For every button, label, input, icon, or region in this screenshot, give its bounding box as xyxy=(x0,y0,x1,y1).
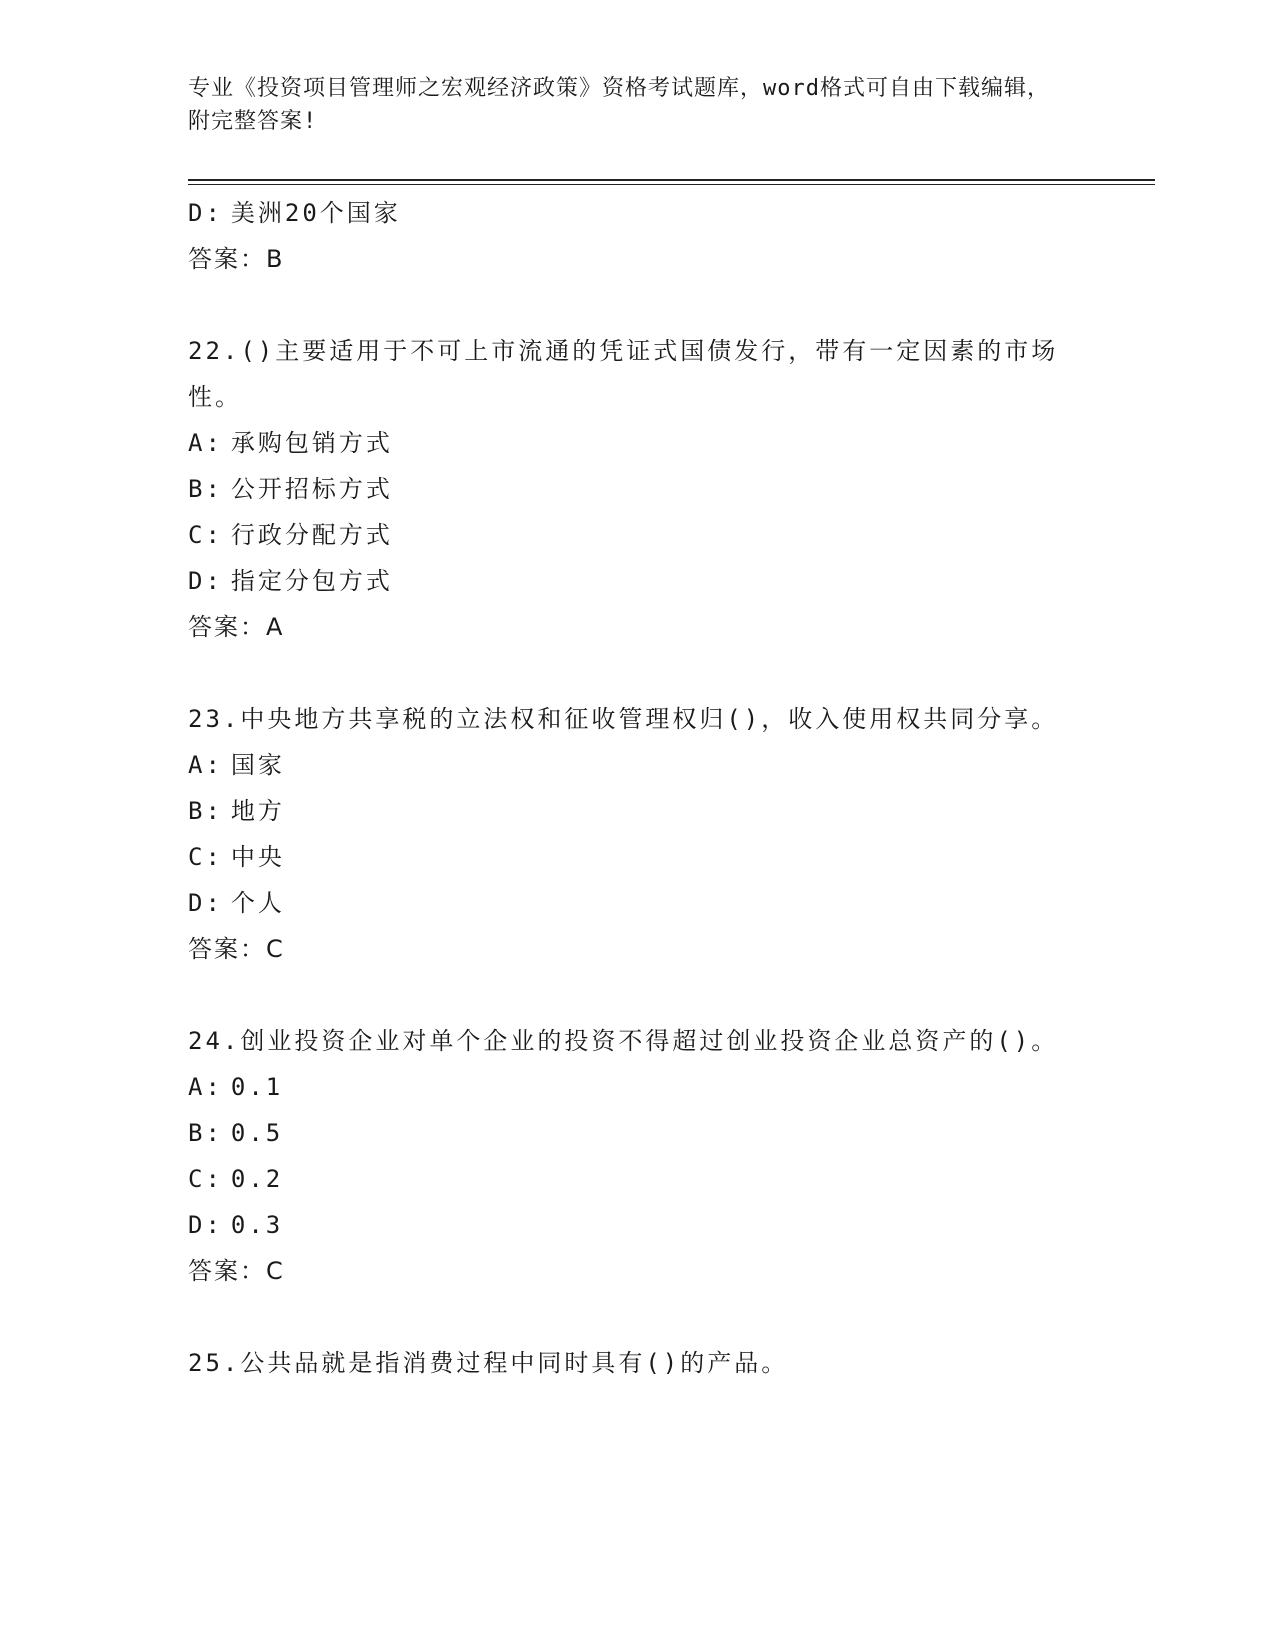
option-text: 0.5 xyxy=(230,1119,284,1147)
option-separator: : xyxy=(205,199,223,227)
option-key: B xyxy=(188,1119,206,1147)
option-separator: : xyxy=(205,521,223,549)
question-list xyxy=(188,190,1088,1386)
option-key: A xyxy=(188,1073,206,1101)
option-c xyxy=(188,1156,1088,1202)
option-text: 指定分包方式 xyxy=(230,567,393,595)
option-separator: : xyxy=(205,567,223,595)
option-key: C xyxy=(188,521,206,549)
option-key: A xyxy=(188,429,206,457)
option-c xyxy=(188,512,1088,558)
option-text: 中央 xyxy=(230,843,285,871)
answer-line: 答案：C xyxy=(188,935,285,963)
page-header: 专业《投资项目管理师之宏观经济政策》资格考试题库，word格式可自由下载编辑，附完整答案! xyxy=(188,76,1050,134)
option-d xyxy=(188,1202,1088,1248)
answer-line: 答案：B xyxy=(188,245,285,273)
option-separator: : xyxy=(205,843,223,871)
spacer xyxy=(188,650,1088,696)
option-separator: : xyxy=(205,797,223,825)
option-a xyxy=(188,1064,1088,1110)
option-key: D xyxy=(188,889,206,917)
spacer xyxy=(188,1294,1088,1340)
option-a xyxy=(188,742,1088,788)
option-d xyxy=(188,880,1088,926)
question-23-text: 23.中央地方共享税的立法权和征收管理权归()，收入使用权共同分享。 xyxy=(188,705,1059,733)
option-key: C xyxy=(188,1165,206,1193)
question-22-text: 22.()主要适用于不可上市流通的凭证式国债发行，带有一定因素的市场性。 xyxy=(188,337,1059,411)
option-text: 国家 xyxy=(230,751,285,779)
option-key: B xyxy=(188,475,206,503)
spacer xyxy=(188,282,1088,328)
option-separator: : xyxy=(205,429,223,457)
option-separator: : xyxy=(205,889,223,917)
option-key: D xyxy=(188,1211,206,1239)
option-key: A xyxy=(188,751,206,779)
option-text: 承购包销方式 xyxy=(230,429,393,457)
option-key: B xyxy=(188,797,206,825)
answer-line: 答案：A xyxy=(188,613,285,641)
question-24-text: 24.创业投资企业对单个企业的投资不得超过创业投资企业总资产的()。 xyxy=(188,1027,1059,1055)
option-separator: : xyxy=(205,1165,223,1193)
option-text: 0.2 xyxy=(230,1165,284,1193)
option-b xyxy=(188,1110,1088,1156)
option-b xyxy=(188,788,1088,834)
header-divider-thin xyxy=(188,184,1155,185)
answer-line: 答案：C xyxy=(188,1257,285,1285)
header-divider-thick xyxy=(188,179,1155,181)
option-d xyxy=(188,558,1088,604)
option-text: 行政分配方式 xyxy=(230,521,393,549)
option-key: C xyxy=(188,843,206,871)
option-text: 0.3 xyxy=(230,1211,284,1239)
option-key: D xyxy=(188,567,206,595)
option-text: 美洲20个国家 xyxy=(230,199,401,227)
option-text: 个人 xyxy=(230,889,285,917)
option-b xyxy=(188,466,1088,512)
option-text: 0.1 xyxy=(230,1073,284,1101)
option-c xyxy=(188,834,1088,880)
option-separator: : xyxy=(205,751,223,779)
option-a xyxy=(188,420,1088,466)
option-separator: : xyxy=(205,1073,223,1101)
option-text: 地方 xyxy=(230,797,285,825)
question-25-text: 25.公共品就是指消费过程中同时具有()的产品。 xyxy=(188,1349,789,1377)
option-separator: : xyxy=(205,1119,223,1147)
option-separator: : xyxy=(205,1211,223,1239)
option-separator: : xyxy=(205,475,223,503)
option-d xyxy=(188,190,1088,236)
option-key: D xyxy=(188,199,206,227)
spacer xyxy=(188,972,1088,1018)
option-text: 公开招标方式 xyxy=(230,475,393,503)
